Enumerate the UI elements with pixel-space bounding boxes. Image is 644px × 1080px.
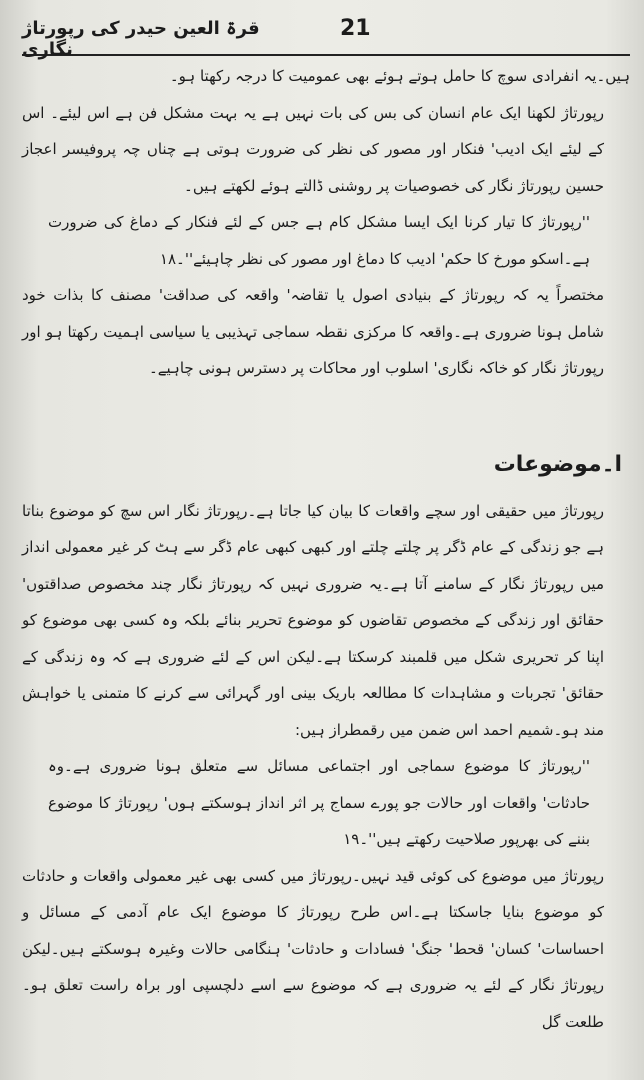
- paragraph: رپورتاژ میں حقیقی اور سچے واقعات کا بیان کیا جاتا ہے۔رپورتاژ نگار اس سچ کو موضوع بناتا ہے جو زندگی کے عام ڈگر پر چلتے چلتے اور کبھی کبھی عام ڈگر سے ہٹ کر غیر معمولی انداز میں رپورتاژ نگار کے سامنے آتا ہے۔یہ ضروری نہیں کہ رپورتاژ نگار چند مخصوص صداقتوں' حقائق اور زندگی کے مخصوص تقاضوں کو موضوع تحریر بنائے بلکہ وہ کسی بھی موضوع کو اپنا کر تحریری شکل میں قلمبند کرسکتا ہے۔لیکن اس کے لئے ضروری ہے کہ وہ زندگی کے حقائق' تجربات و مشاہدات کا مطالعہ باریک بینی اور گہرائی سے کرنے کا متمنی یا خواہش مند ہو۔شمیم احمد اس ضمن میں رقمطراز ہیں:: [22, 501, 604, 739]
- section-heading: ا۔موضوعات: [493, 451, 622, 477]
- paragraph: رپورتاژ میں موضوع کی کوئی قید نہیں۔رپورتاژ میں کسی بھی غیر معمولی واقعات و حادثات کو موضوع بنایا جاسکتا ہے۔اس طرح رپورتاژ کا موضوع ایک عام آدمی کے مسائل و احساسات' کسان' قحط' جنگ' فسادات و حادثات' ہنگامی حالات وغیرہ ہوسکتے ہیں۔لیکن رپورتاژ نگار کے لئے یہ ضروری ہے کہ موضوع سے اسے دلچسپی اور براہ راست تعلق ہو۔طلعت گل: [22, 866, 604, 1031]
- paragraph: ہیں۔یہ انفرادی سوچ کا حامل ہوتے ہوئے بھی عمومیت کا درجہ رکھتا ہو۔: [169, 67, 630, 85]
- running-title: قرۃ العین حیدر کی رپورتاژ نگاری: [22, 18, 260, 60]
- block-quote: ''رپورتاژ کا موضوع سماجی اور اجتماعی مسائل سے متعلق ہونا ضروری ہے۔وہ حادثات' واقعات اور حالات جو پورے سماج پر اثر انداز ہوسکتے ہوں' رپورتاژ کا موضوع بننے کی بھرپور صلاحیت رکھتے ہیں''۔۱۹: [48, 757, 590, 848]
- paragraph: رپورتاژ لکھنا ایک عام انسان کی بس کی بات نہیں ہے یہ بہت مشکل فن ہے اس لیئے۔ اس کے لیئے ایک ادیب' فنکار اور مصور کی نظر کی ضرورت ہوتی ہے چناں چہ پروفیسر اعجاز حسین رپورتاژ نگار کی خصوصیات پر روشنی ڈالتے ہوئے لکھتے ہیں۔: [22, 103, 604, 195]
- page-number: 21: [340, 16, 371, 41]
- block-quote: ''رپورتاژ کا تیار کرنا ایک ایسا مشکل کام ہے جس کے لئے فنکار کے دماغ کی ضرورت ہے۔اسکو مورخ کا حکم' ادیب کا دماغ اور مصور کی نظر چاہیئے''۔۱۸: [48, 213, 590, 268]
- page-body: [22, 58, 630, 1040]
- page-header: [22, 14, 630, 60]
- paragraph: مختصراً یہ کہ رپورتاژ کے بنیادی اصول یا تقاضہ' واقعہ کی صداقت' مصنف کا بذات خود شامل ہونا ضروری ہے۔واقعہ کا مرکزی نقطہ سماجی تہذیبی یا سیاسی اہمیت رکھتا ہو اور رپورتاژ نگار کو خاکہ نگاری' اسلوب اور محاکات پر دسترس ہونی چاہیے۔: [22, 286, 604, 377]
